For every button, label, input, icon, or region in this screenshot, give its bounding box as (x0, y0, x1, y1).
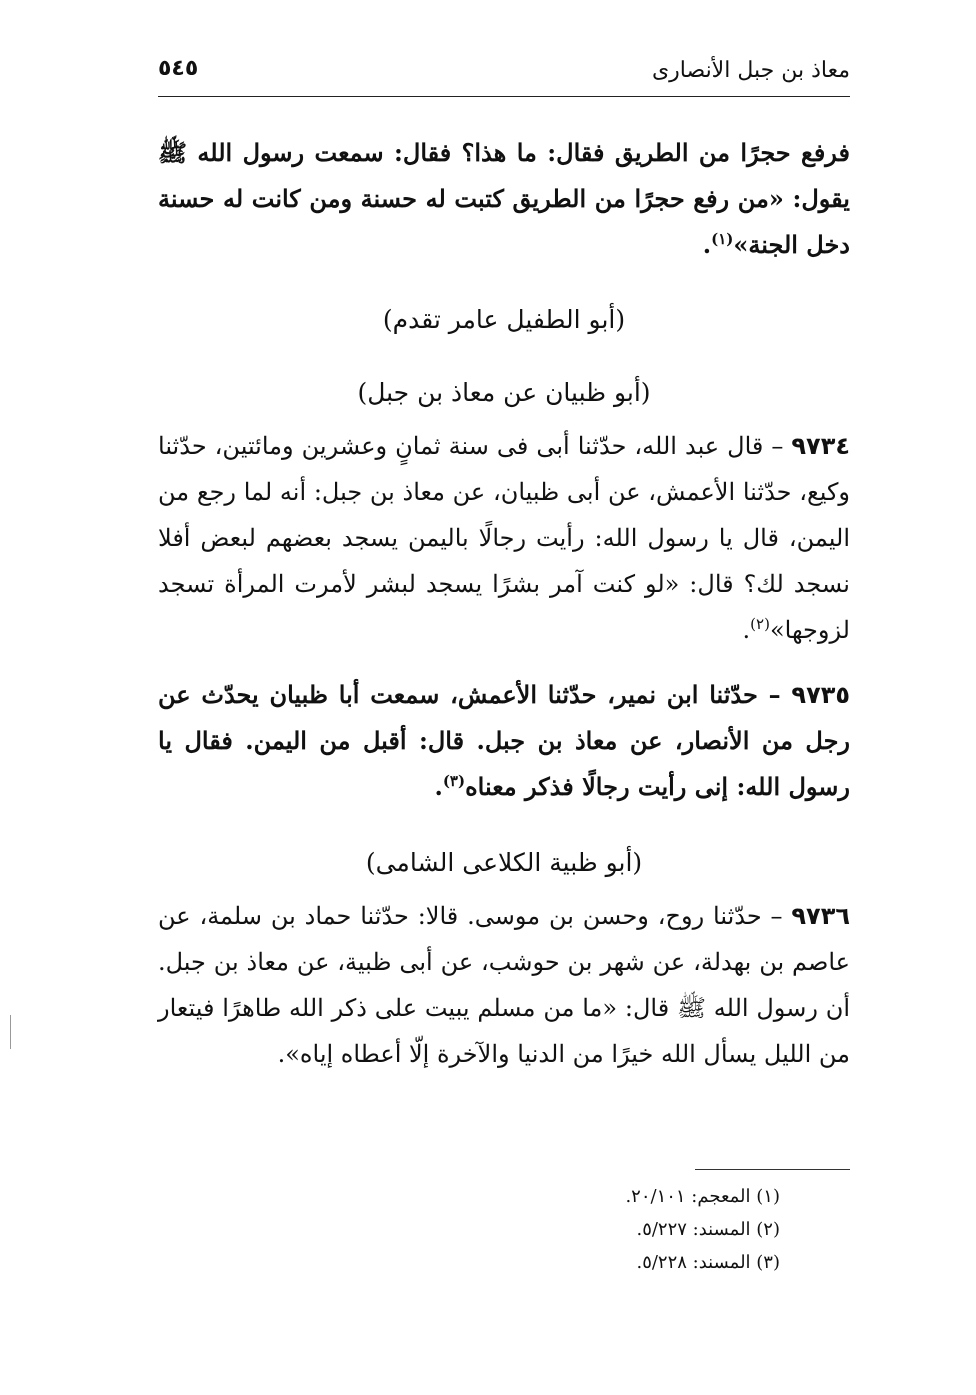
footnote-ref-2: (٢) (750, 615, 770, 633)
hadith-text: – قال عبد الله، حدّثنا أبى فى سنة ثمانٍ وعشرين ومائتين، حدّثنا وكيع، حدّثنا الأعمش، عن أبى ظبيان، عن معاذ بن جبل: أنه لما رجع من اليمن، قال يا رسول الله: رأيت رجالًا باليمن يسجد بعضهم لبعض أفلا نسجد لك؟ قال: «لو كنت آمر بشرًا يسجد لبشر لأمرت المرأة تسجد لزوجها» (158, 432, 851, 644)
hadith-number: ٩٧٣٤ (791, 432, 850, 460)
hadith-end: . (742, 616, 751, 644)
hadith-text: – حدّثنا روح، وحسن بن موسى. قالا: حدّثنا حماد بن سلمة، عن عاصم بن بهدلة، عن شهر بن حوشب، عن أبى ظبية، عن معاذ بن جبل. أن رسول الله ﷺ قال: «ما من مسلم يبيت على ذكر الله طاهرًا فيتعار من الليل يسأل الله خيرًا من الدنيا والآخرة إلّا أعطاه إياه» (158, 902, 850, 1068)
footnote-1: (١) المعجم: ٢٠/١٠١. (625, 1186, 780, 1207)
intro-end: . (702, 230, 712, 259)
hadith-number: ٩٧٣٦ (791, 902, 850, 930)
intro-text: فرفع حجرًا من الطريق فقال: ما هذا؟ فقال: سمعت رسول الله ﷺ يقول: «من رفع حجرًا من الطريق كتبت له حسنة ومن كانت له حسنة دخل الجنة» (158, 138, 851, 259)
hadith-9734 (158, 423, 850, 653)
footnote-ref-3: (٣) (442, 772, 466, 790)
footnotes (420, 1180, 780, 1279)
hadith-9736 (158, 893, 850, 1077)
hadith-number: ٩٧٣٥ (791, 681, 851, 709)
header-title: معاذ بن جبل الأنصارى (651, 58, 850, 83)
header-rule (158, 96, 850, 97)
section-heading-abu-zabyan: (أبو ظبيان عن معاذ بن جبل) (357, 378, 651, 407)
section-heading-abu-zabya: (أبو ظبية الكلاعى الشامى) (365, 848, 643, 877)
footnote-ref-1: (١) (711, 230, 734, 248)
footnote-3: (٣) المسند: ٥/٢٢٨. (636, 1252, 780, 1273)
footnote-rule (695, 1169, 850, 1170)
hadith-end: . (277, 1040, 286, 1068)
margin-mark (10, 1015, 11, 1049)
hadith-end: . (434, 772, 443, 801)
hadith-text: – حدّثنا ابن نمير، حدّثنا الأعمش، سمعت أبا ظبيان يحدّث عن رجل من الأنصار، عن معاذ بن جبل. قال: أقبل من اليمن. فقال يا رسول الله: إنى رأيت رجالًا فذكر معناه (158, 680, 850, 801)
running-header (158, 54, 850, 94)
hadith-9735 (158, 672, 850, 810)
section-heading-abu-tufayl: (أبو الطفيل عامر تقدم) (382, 305, 626, 334)
page-number: ٥٤٥ (158, 56, 199, 81)
footnote-2: (٢) المسند: ٥/٢٢٧. (636, 1219, 780, 1240)
intro-paragraph (158, 130, 850, 268)
